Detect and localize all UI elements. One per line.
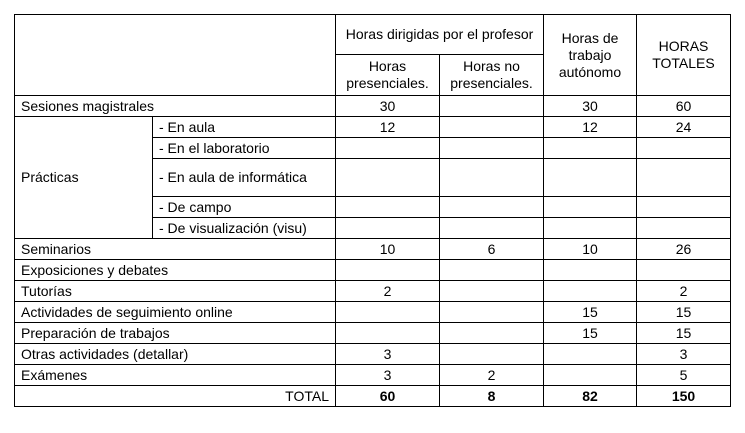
cell-non-in-person <box>440 159 544 197</box>
row-label: Preparación de trabajos <box>15 323 336 344</box>
row-label: Seminarios <box>15 239 336 260</box>
table-row <box>15 117 731 138</box>
cell-in-person: 12 <box>336 117 440 138</box>
cell-autonomous <box>544 281 637 302</box>
cell-autonomous <box>544 260 637 281</box>
cell-total: 2 <box>637 281 731 302</box>
cell-non-in-person <box>440 96 544 117</box>
cell-autonomous: 30 <box>544 96 637 117</box>
cell-non-in-person <box>440 138 544 159</box>
cell-in-person: 3 <box>336 344 440 365</box>
cell-autonomous: 15 <box>544 323 637 344</box>
hours-table <box>14 14 731 407</box>
cell-total: 15 <box>637 302 731 323</box>
cell-total: 3 <box>637 344 731 365</box>
row-label: Otras actividades (detallar) <box>15 344 336 365</box>
total-in-person: 60 <box>336 386 440 407</box>
table-row <box>15 323 731 344</box>
row-label: Actividades de seguimiento online <box>15 302 336 323</box>
cell-non-in-person <box>440 302 544 323</box>
cell-non-in-person <box>440 117 544 138</box>
cell-autonomous <box>544 159 637 197</box>
header-in-person-hours: Horas presenciales. <box>336 55 440 96</box>
header-row-1 <box>15 15 731 55</box>
cell-autonomous: 10 <box>544 239 637 260</box>
cell-total: 15 <box>637 323 731 344</box>
header-total-hours: HORAS TOTALES <box>637 15 731 96</box>
row-sublabel: - De visualización (visu) <box>153 218 336 239</box>
table-row <box>15 239 731 260</box>
row-label: Sesiones magistrales <box>15 96 336 117</box>
row-sublabel: - De campo <box>153 197 336 218</box>
cell-in-person: 30 <box>336 96 440 117</box>
cell-non-in-person <box>440 218 544 239</box>
cell-in-person <box>336 323 440 344</box>
cell-autonomous: 12 <box>544 117 637 138</box>
cell-non-in-person <box>440 260 544 281</box>
cell-non-in-person: 2 <box>440 365 544 386</box>
header-directed-hours: Horas dirigidas por el profesor <box>336 15 544 55</box>
total-autonomous: 82 <box>544 386 637 407</box>
table-row <box>15 281 731 302</box>
table-row <box>15 365 731 386</box>
cell-autonomous <box>544 197 637 218</box>
header-non-in-person-hours: Horas no presenciales. <box>440 55 544 96</box>
total-non-in-person: 8 <box>440 386 544 407</box>
cell-in-person <box>336 159 440 197</box>
total-label: TOTAL <box>15 386 336 407</box>
cell-autonomous <box>544 138 637 159</box>
table-row <box>15 302 731 323</box>
row-sublabel: - En el laboratorio <box>153 138 336 159</box>
row-sublabel: - En aula <box>153 117 336 138</box>
table-row <box>15 260 731 281</box>
cell-total: 24 <box>637 117 731 138</box>
cell-total <box>637 159 731 197</box>
cell-non-in-person <box>440 344 544 365</box>
cell-non-in-person <box>440 197 544 218</box>
cell-in-person <box>336 138 440 159</box>
cell-in-person: 2 <box>336 281 440 302</box>
total-total: 150 <box>637 386 731 407</box>
cell-autonomous <box>544 218 637 239</box>
cell-autonomous <box>544 344 637 365</box>
cell-in-person <box>336 218 440 239</box>
cell-total: 60 <box>637 96 731 117</box>
table-row <box>15 96 731 117</box>
row-label: Exámenes <box>15 365 336 386</box>
cell-in-person <box>336 260 440 281</box>
row-sublabel: - En aula de informática <box>153 159 336 197</box>
cell-autonomous: 15 <box>544 302 637 323</box>
cell-total: 5 <box>637 365 731 386</box>
cell-non-in-person <box>440 323 544 344</box>
cell-non-in-person <box>440 281 544 302</box>
cell-total <box>637 218 731 239</box>
cell-total: 26 <box>637 239 731 260</box>
header-autonomous-hours: Horas de trabajo autónomo <box>544 15 637 96</box>
cell-in-person <box>336 302 440 323</box>
cell-total <box>637 138 731 159</box>
cell-autonomous <box>544 365 637 386</box>
cell-non-in-person: 6 <box>440 239 544 260</box>
cell-in-person: 3 <box>336 365 440 386</box>
header-empty-cell <box>15 15 336 96</box>
cell-total <box>637 260 731 281</box>
total-row <box>15 386 731 407</box>
cell-in-person: 10 <box>336 239 440 260</box>
row-label: Tutorías <box>15 281 336 302</box>
cell-total <box>637 197 731 218</box>
cell-in-person <box>336 197 440 218</box>
table-row <box>15 344 731 365</box>
row-label: Exposiciones y debates <box>15 260 336 281</box>
practicas-label: Prácticas <box>15 117 153 239</box>
